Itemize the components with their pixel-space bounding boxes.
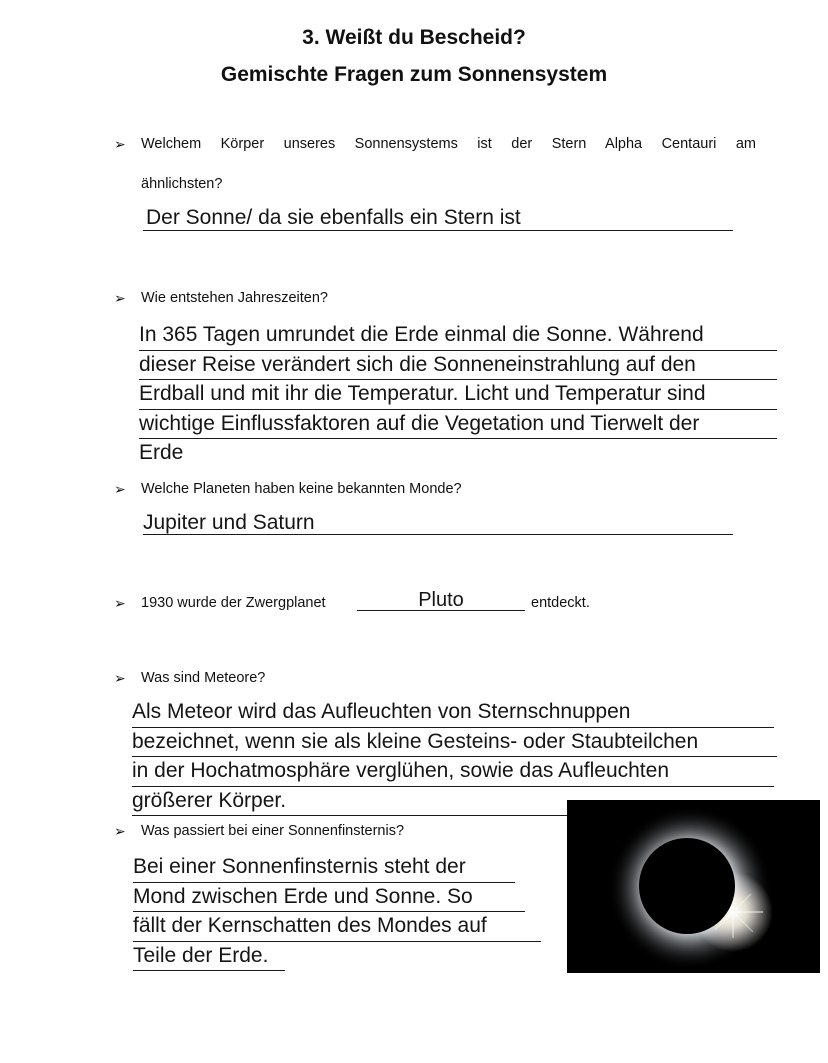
question-4-before: 1930 wurde der Zwergplanet	[141, 595, 326, 611]
question-2: Wie entstehen Jahreszeiten?	[141, 290, 328, 306]
answer-2-line-4: wichtige Einflussfaktoren auf die Vegetation und Tierwelt der	[139, 410, 777, 440]
answer-5-line-2: bezeichnet, wenn sie als kleine Gesteins- oder Staubteilchen	[132, 728, 777, 758]
answer-6-line-4: Teile der Erde.	[133, 942, 285, 972]
question-3: Welche Planeten haben keine bekannten Monde?	[141, 481, 462, 497]
answer-4: Pluto	[418, 589, 464, 611]
eclipse-icon	[567, 800, 820, 973]
question-4-after: entdeckt.	[531, 595, 590, 611]
answer-2-line-1: In 365 Tagen umrundet die Erde einmal die Sonne. Während	[139, 321, 777, 351]
question-5: Was sind Meteore?	[141, 670, 266, 686]
answer-2	[139, 321, 777, 468]
answer-2-line-3: Erdball und mit ihr die Temperatur. Licht und Temperatur sind	[139, 380, 777, 410]
arrow-bullet-icon: ➢	[114, 290, 126, 306]
answer-6-line-2: Mond zwischen Erde und Sonne. So	[133, 883, 525, 913]
answer-2-line-2: dieser Reise verändert sich die Sonneneinstrahlung auf den	[139, 351, 777, 381]
answer-3: Jupiter und Saturn	[143, 511, 315, 534]
question-6: Was passiert bei einer Sonnenfinsternis?	[141, 823, 405, 839]
answer-5-line-4: größerer Körper.	[132, 787, 774, 817]
answer-5-line-1: Als Meteor wird das Aufleuchten von Sternschnuppen	[132, 698, 774, 728]
question-1-line-2: ähnlichsten?	[141, 176, 223, 192]
page-title: 3. Weißt du Bescheid?	[302, 26, 526, 49]
answer-5-line-3: in der Hochatmosphäre verglühen, sowie das Aufleuchten	[132, 757, 774, 787]
answer-6	[133, 853, 541, 971]
arrow-bullet-icon: ➢	[114, 670, 126, 686]
answer-1-line	[143, 230, 733, 231]
arrow-bullet-icon: ➢	[114, 823, 126, 839]
answer-3-line	[143, 534, 733, 535]
answer-5	[132, 698, 777, 816]
answer-1: Der Sonne/ da sie ebenfalls ein Stern ist	[146, 206, 521, 229]
page-subtitle: Gemischte Fragen zum Sonnensystem	[220, 63, 608, 86]
answer-2-line-5: Erde	[139, 441, 184, 464]
answer-6-line-1: Bei einer Sonnenfinsternis steht der	[133, 853, 515, 883]
question-1-line-1: Welchem Körper unseres Sonnensystems ist der Stern Alpha Centauri am	[141, 136, 756, 152]
answer-6-line-3: fällt der Kernschatten des Mondes auf	[133, 912, 541, 942]
solar-eclipse-photo	[567, 800, 820, 973]
arrow-bullet-icon: ➢	[114, 136, 126, 152]
arrow-bullet-icon: ➢	[114, 595, 126, 611]
arrow-bullet-icon: ➢	[114, 481, 126, 497]
